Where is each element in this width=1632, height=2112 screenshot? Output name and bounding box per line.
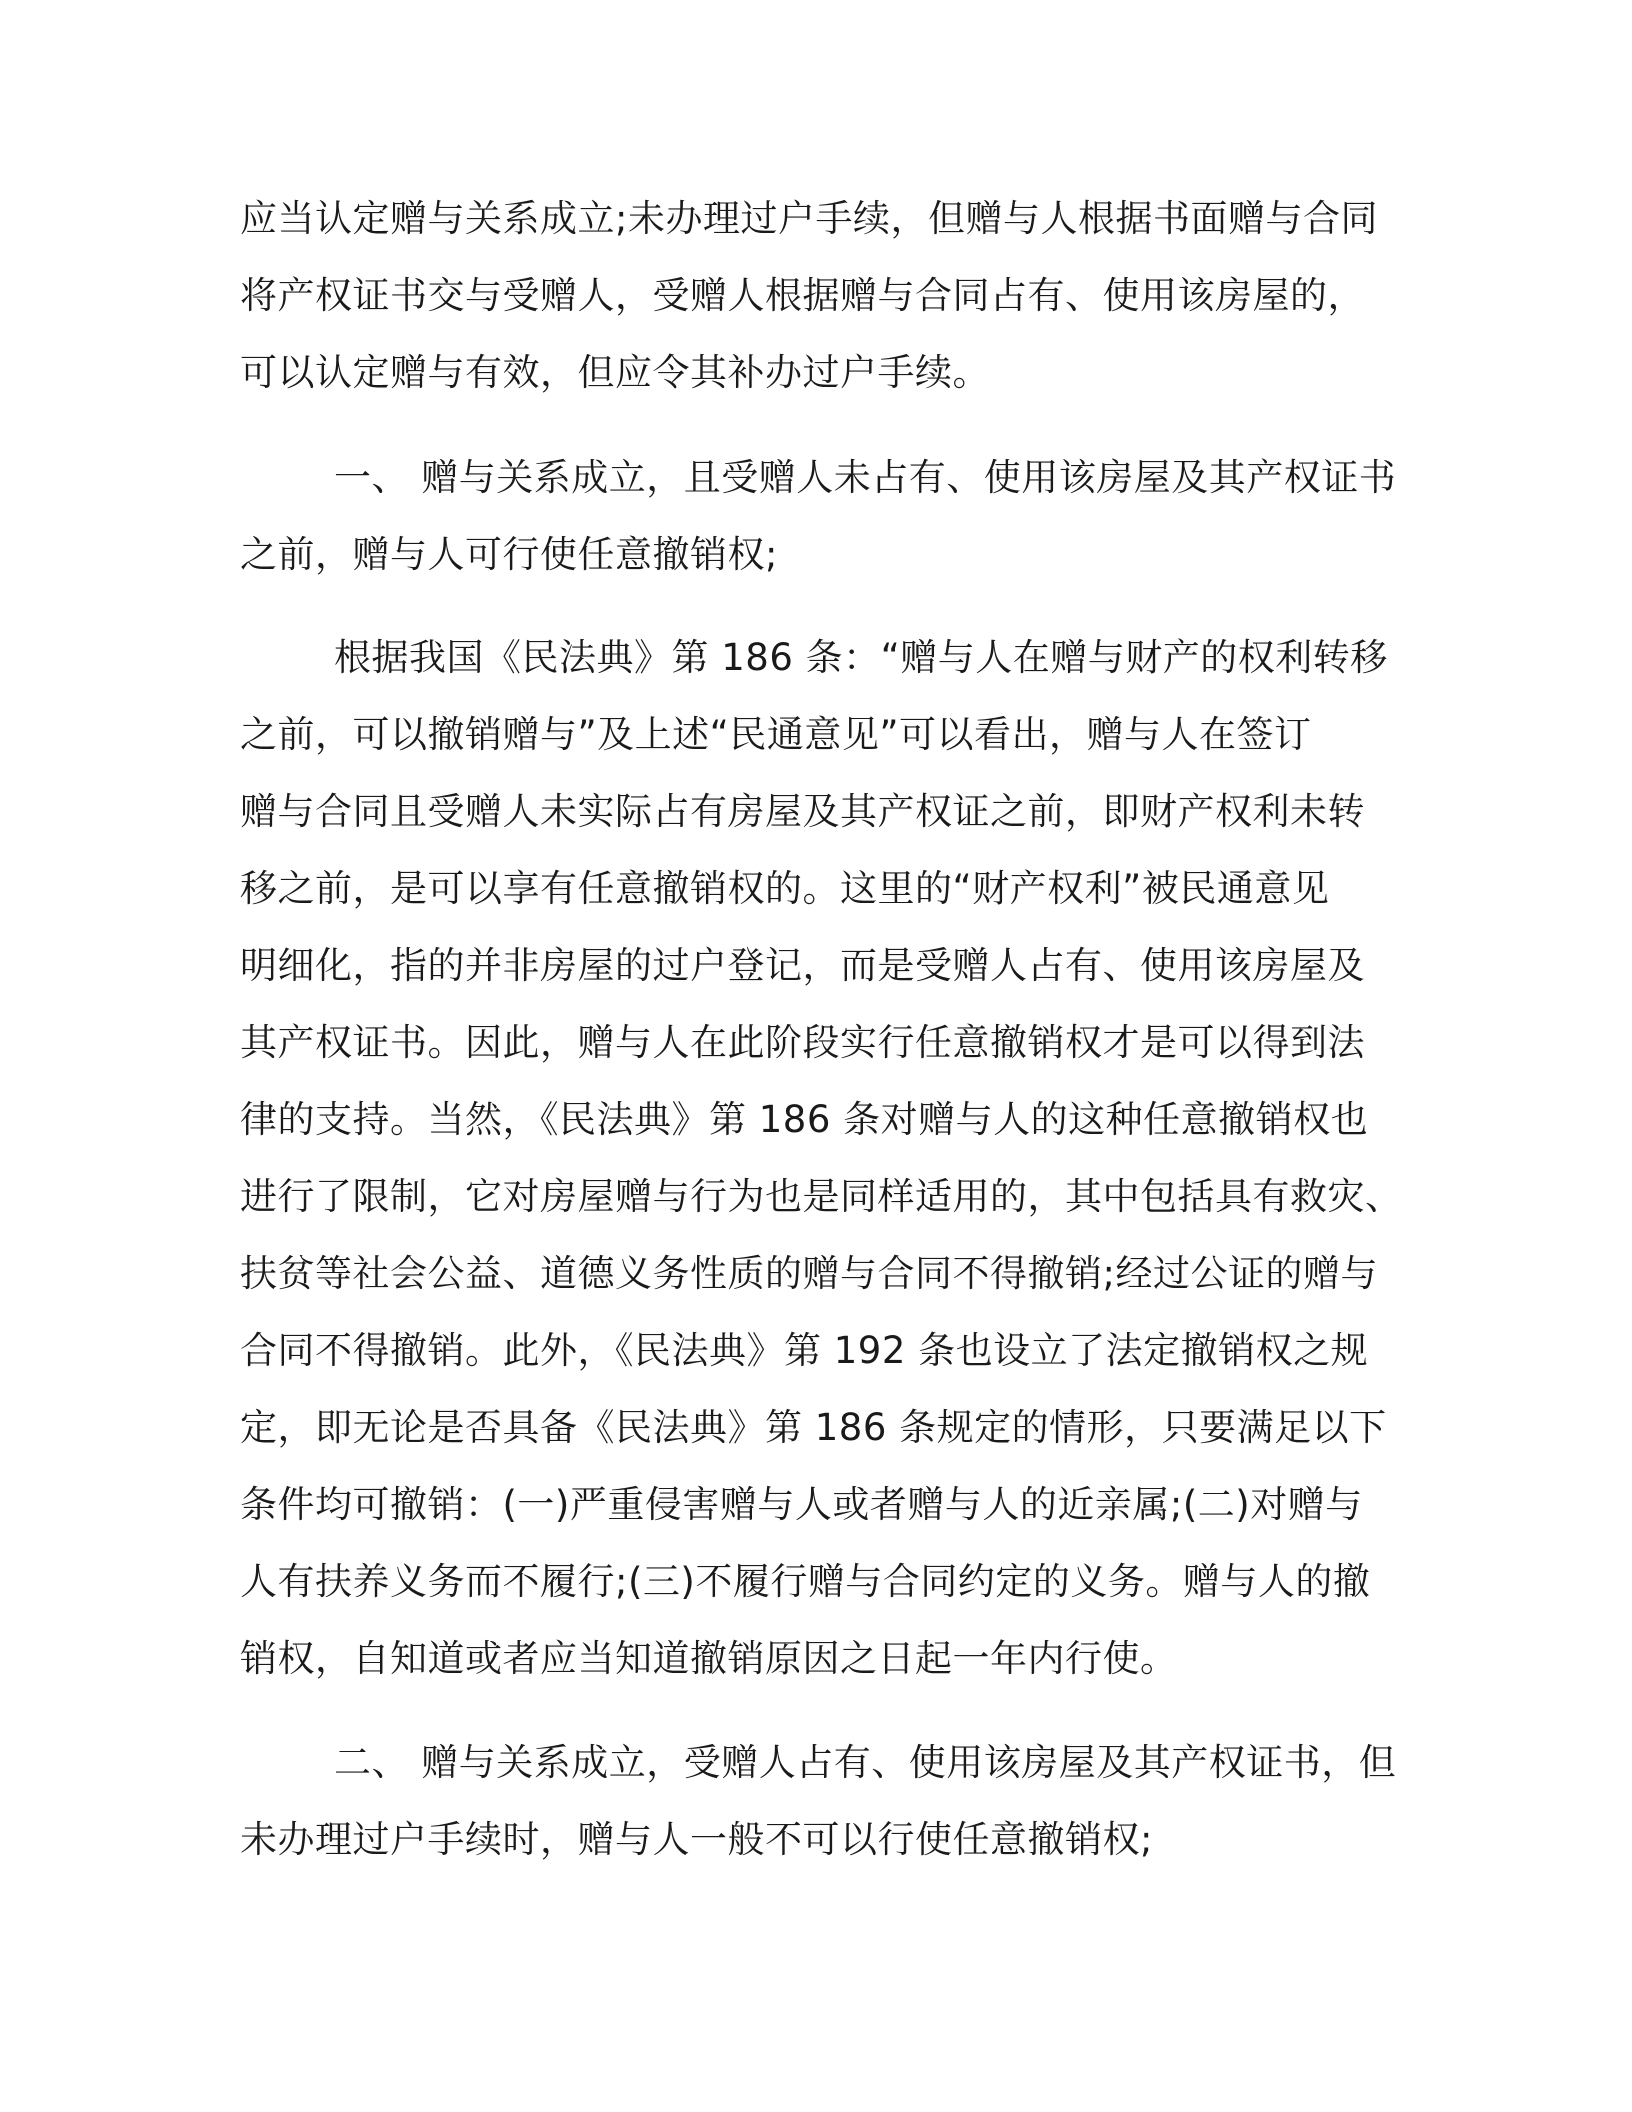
text-line: 定，即无论是否具备《民法典》第 186 条规定的情形，只要满足以下 <box>240 1406 1387 1449</box>
paragraph-section-one-heading <box>240 439 1397 593</box>
text-line: 人有扶养义务而不履行;(三)不履行赠与合同约定的义务。赠与人的撤 <box>240 1560 1371 1603</box>
paragraph-section-one-body <box>240 619 1403 1697</box>
text-line: 根据我国《民法典》第 186 条：“赠与人在赠与财产的权利转移 <box>334 636 1388 679</box>
text-line: 扶贫等社会公益、道德义务性质的赠与合同不得撤销;经过公证的赠与 <box>240 1252 1378 1295</box>
text-line: 二、 赠与关系成立，受赠人占有、使用该房屋及其产权证书，但 <box>334 1741 1397 1784</box>
text-line: 其产权证书。因此，赠与人在此阶段实行任意撤销权才是可以得到法 <box>240 1021 1365 1064</box>
paragraph-continuation <box>240 180 1390 411</box>
text-line: 合同不得撤销。此外，《民法典》第 192 条也设立了法定撤销权之规 <box>240 1329 1369 1372</box>
text-line: 销权，自知道或者应当知道撤销原因之日起一年内行使。 <box>240 1637 1178 1680</box>
text-line: 进行了限制，它对房屋赠与行为也是同样适用的，其中包括具有救灾、 <box>240 1175 1403 1218</box>
text-line: 条件均可撤销：(一)严重侵害赠与人或者赠与人的近亲属;(二)对赠与 <box>240 1483 1363 1526</box>
text-line: 可以认定赠与有效，但应令其补办过户手续。 <box>240 351 990 394</box>
text-line: 未办理过户手续时，赠与人一般不可以行使任意撤销权; <box>240 1818 1153 1861</box>
text-line: 明细化，指的并非房屋的过户登记，而是受赠人占有、使用该房屋及 <box>240 944 1365 987</box>
paragraph-section-two-heading <box>240 1724 1397 1878</box>
text-line: 移之前，是可以享有任意撤销权的。这里的“财产权利”被民通意见 <box>240 867 1330 910</box>
text-line: 律的支持。当然，《民法典》第 186 条对赠与人的这种任意撤销权也 <box>240 1098 1369 1141</box>
text-line: 赠与合同且受赠人未实际占有房屋及其产权证之前，即财产权利未转 <box>240 790 1365 833</box>
text-line: 一、 赠与关系成立，且受赠人未占有、使用该房屋及其产权证书 <box>334 456 1397 499</box>
text-line: 应当认定赠与关系成立;未办理过户手续，但赠与人根据书面赠与合同 <box>240 197 1378 240</box>
text-line: 将产权证书交与受赠人，受赠人根据赠与合同占有、使用该房屋的， <box>240 274 1365 317</box>
text-line: 之前，赠与人可行使任意撤销权; <box>240 533 778 576</box>
text-line: 之前，可以撤销赠与”及上述“民通意见”可以看出，赠与人在签订 <box>240 713 1312 756</box>
